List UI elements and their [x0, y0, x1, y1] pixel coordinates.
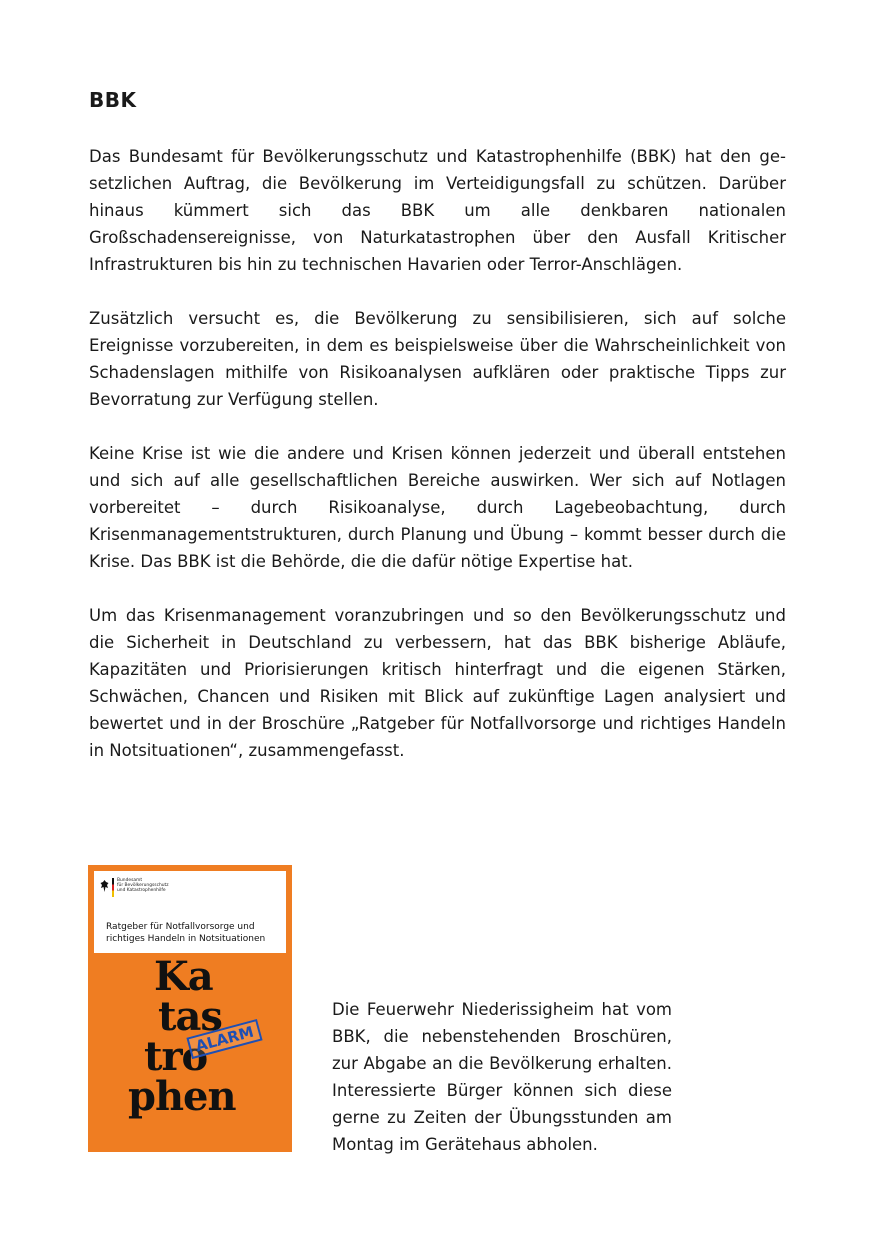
brochure-header [94, 871, 286, 953]
federal-eagle-icon [100, 879, 109, 893]
brochure-cover-image [88, 865, 292, 1152]
brochure-subtitle: Ratgeber für Notfallvorsorge und richtiges Handeln in Notsituationen [106, 922, 266, 944]
agency-name: Bundesamt für Bevölkerungsschutz und Katastrophenhilfe [117, 878, 169, 893]
paragraph-4: Um das Krisenmanagement voranzubringen und so den Bevölkerungsschutz und die Sicherheit in Deutschland zu verbessern, hat das BBK bisherige Abläufe, Kapazitäten und Priorisierungen kritisch hinterfragt und die eigenen Stärken, Schwächen, Chancen und Risiken mit Blick auf zukünftige Lagen analysiert und bewertet und in der Broschüre „Ratgeber für Notfallvorsorge und richtiges Handeln in Notsituationen“, zusammengefasst. [89, 606, 786, 760]
pickup-note: Die Feuerwehr Niederissigheim hat vom BBK, die nebenstehenden Broschüren, zur Abgabe an die Bevölkerung erhalten. Interessierte Bürger können sich diese gerne zu Zeiten der Übungsstunden am Montag im Gerätehaus abholen. [332, 1000, 672, 1154]
paragraph-3: Keine Krise ist wie die andere und Krisen können jederzeit und überall entstehen und sich auf alle gesellschaftlichen Bereiche auswirken. Wer sich auf Notlagen vorbereitet – durch Risikoanalyse, durch Lagebeobachtung, durch Krisenmanagementstrukturen, durch Planung und Übung – kommt besser durch die Krise. Das BBK ist die Behörde, die die dafür nötige Expertise hat. [89, 444, 786, 571]
page-title: BBK [89, 88, 137, 112]
article-body [89, 143, 786, 791]
title-syllable: tas [158, 993, 222, 1040]
title-syllable: Ka [154, 953, 213, 1000]
title-syllable: phen [128, 1073, 236, 1120]
alarm-stamp: ALARM [186, 1019, 262, 1059]
paragraph-2: Zusätzlich versucht es, die Bevölkerung zu sensibilisieren, sich auf solche Ereignisse vorzubereiten, in dem es beispielsweise über die Wahrscheinlichkeit von Schadenslagen mithilfe von Risikoanalysen aufklären oder praktische Tipps zur Bevorratung zur Verfügung stellen. [89, 309, 786, 409]
title-syllable: tro [144, 1033, 208, 1080]
flag-bar [112, 878, 114, 897]
paragraph-1: Das Bundesamt für Bevölkerungsschutz und Katastrophenhilfe (BBK) hat den gesetzlichen Auftrag, die Bevölkerung im Verteidigungsfall zu schützen. Darüber hinaus kümmert sich das BBK um alle denkbaren nationalen Großschadensereignisse, von Naturkatastrophen über den Ausfall Kritischer Infrastrukturen bis hin zu technischen Havarien oder Terror-Anschlägen. [89, 147, 786, 274]
